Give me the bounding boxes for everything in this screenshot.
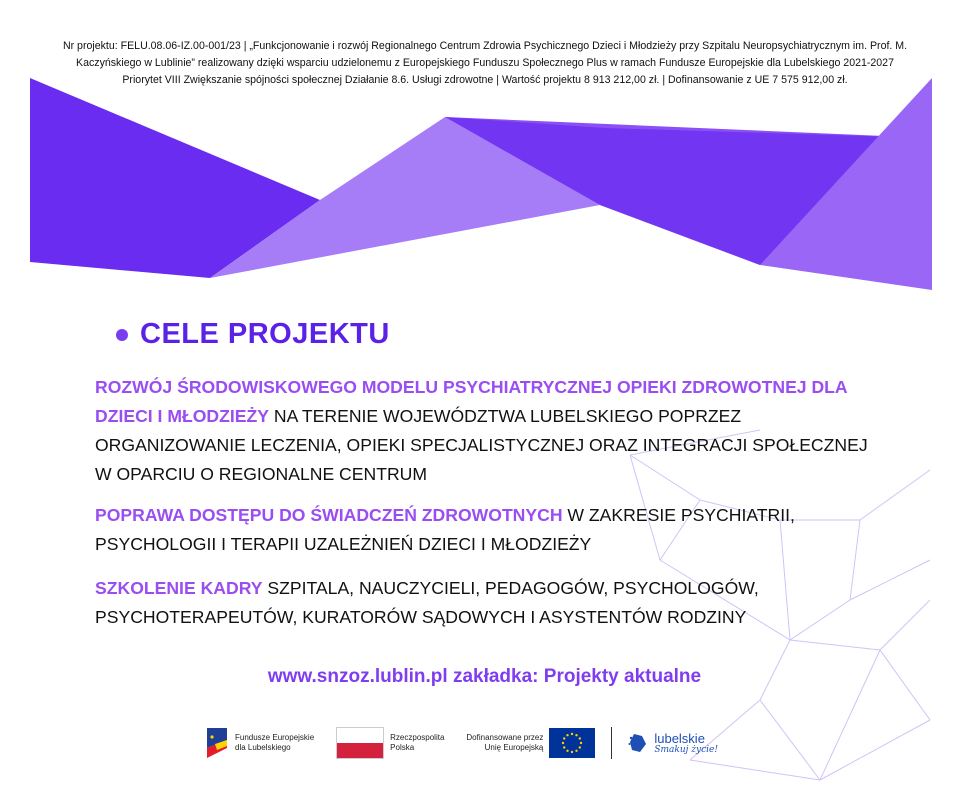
logo-fundusze-europejskie bbox=[205, 726, 314, 760]
logo-unia-europejska bbox=[466, 728, 595, 758]
eu-line-2: Unię Europejską bbox=[484, 743, 544, 752]
goal-1-text: NA TERENIE WOJEWÓDZTWA LUBELSKIEGO POPRZEZ ORGANIZOWANIE LECZENIA, OPIEKI SPECJALISTYCZNEJ ORAZ INTEGRACJI SPOŁECZNEJ W OPARCIU O REGIONALNE CENTRUM bbox=[95, 406, 868, 484]
section-title: CELE PROJEKTU bbox=[140, 318, 390, 350]
goal-2-text: W ZAKRESIE PSYCHIATRII, PSYCHOLOGII I TERAPII UZALEŻNIEŃ DZIECI I MŁODZIEŻY bbox=[95, 505, 795, 554]
eu-flag-icon bbox=[549, 728, 595, 758]
lubelskie-name: lubelskie bbox=[654, 730, 705, 746]
goal-3-highlight: SZKOLENIE KADRY bbox=[95, 578, 263, 598]
poland-flag-icon bbox=[336, 727, 384, 759]
bullet-dot-icon bbox=[116, 329, 128, 341]
goal-2-highlight: POPRAWA DOSTĘPU DO ŚWIADCZEŃ ZDROWOTNYCH bbox=[95, 505, 563, 525]
fundusze-europejskie-icon bbox=[205, 726, 229, 760]
goal-item-1 bbox=[95, 373, 885, 489]
logo-divider bbox=[611, 727, 612, 759]
project-info-note: Nr projektu: FELU.08.06-IZ.00-001/23 | „Funkcjonowanie i rozwój Regionalnego Centrum Zdrowia Psychicznego Dzieci i Młodzieży przy Szpitalu Neuropsychiatrycznym im. Prof. M. Kaczyńskiego w Lublinie” realizowany dzięki wsparciu udzielonemu z Europejskiego Funduszu Społecznego Plus w ramach Fundusze Europejskie dla Lubelskiego 2021-2027 Priorytet VIII Zwiększanie spójności społecznej Działanie 8.6. Usługi zdrowotne | Wartość projektu 8 913 212,00 zł. | Dofinansowanie z UE 7 575 912,00 zł. bbox=[62, 40, 908, 86]
pl-line-1: Rzeczpospolita bbox=[390, 733, 445, 742]
goal-3-text: SZPITALA, NAUCZYCIELI, PEDAGOGÓW, PSYCHOLOGÓW, PSYCHOTERAPEUTÓW, KURATORÓW SĄDOWYCH I ASYSTENTÓW RODZINY bbox=[95, 578, 759, 627]
funding-logos-bar bbox=[205, 723, 765, 763]
lubelskie-icon bbox=[628, 732, 648, 754]
section-heading bbox=[116, 318, 390, 351]
eu-line-1: Dofinansowane przez bbox=[466, 733, 544, 742]
logo-rzeczpospolita-polska bbox=[336, 727, 444, 759]
lubelskie-slogan: Smakuj życie! bbox=[654, 744, 718, 755]
goal-1-highlight: ROZWÓJ ŚRODOWISKOWEGO MODELU PSYCHIATRYCZNEJ OPIEKI ZDROWOTNEJ DLA DZIECI I MŁODZIEŻY bbox=[95, 377, 847, 426]
pl-line-2: Polska bbox=[390, 743, 415, 752]
goal-item-2 bbox=[95, 501, 885, 559]
website-link[interactable]: www.snzoz.lublin.pl zakładka: Projekty aktualne bbox=[267, 666, 702, 687]
logo-lubelskie bbox=[628, 732, 718, 755]
fe-line-2: dla Lubelskiego bbox=[235, 743, 291, 752]
fe-line-1: Fundusze Europejskie bbox=[235, 733, 315, 742]
goal-item-3 bbox=[95, 574, 885, 632]
